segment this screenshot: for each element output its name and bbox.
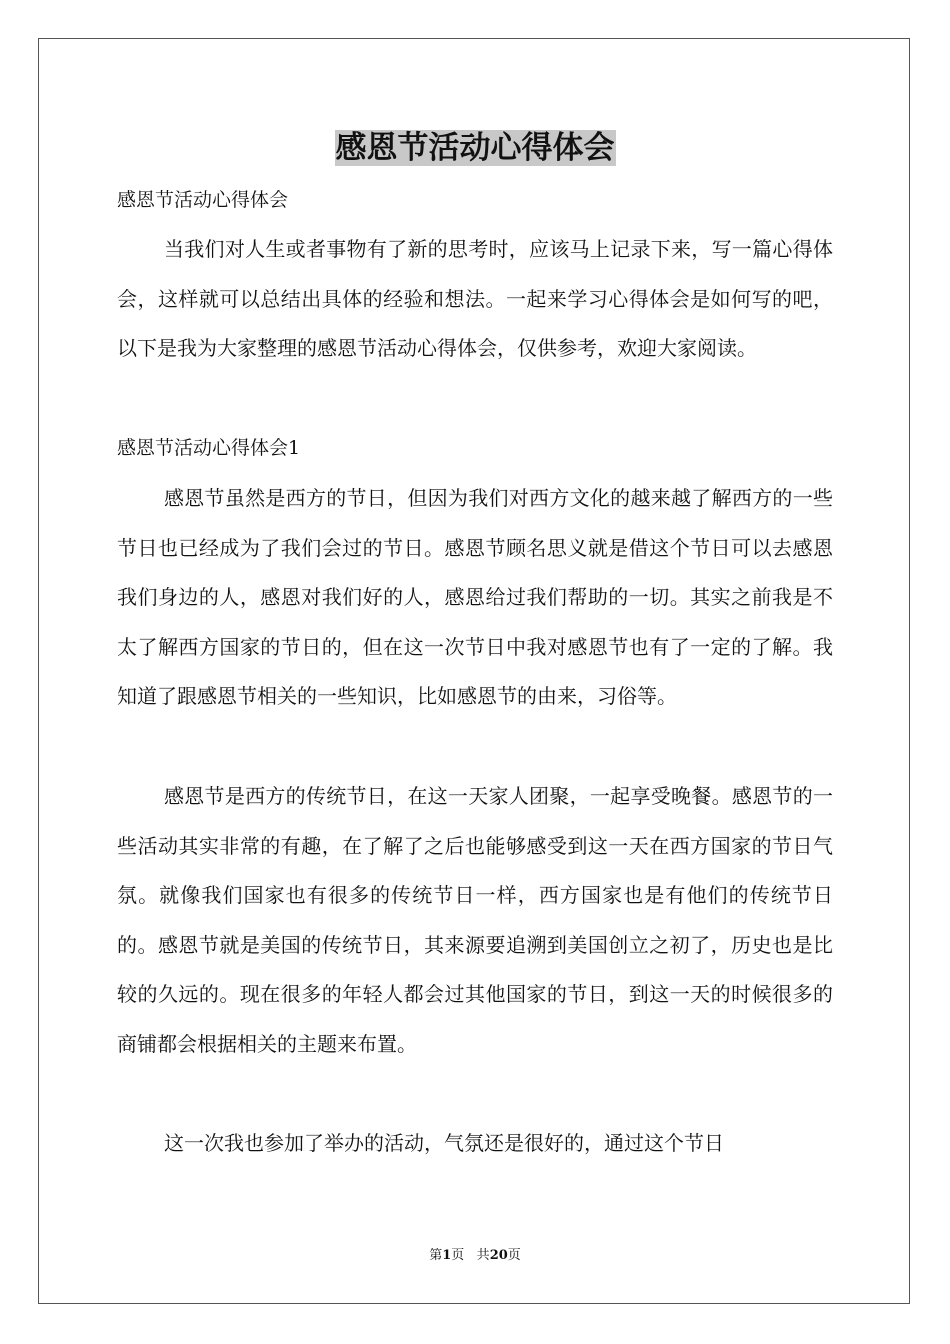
body-paragraph-2: 感恩节是西方的传统节日，在这一天家人团聚，一起享受晚餐。感恩节的一些活动其实非常的有趣，在了解了之后也能够感受到这一天在西方国家的节日气氛。就像我们国家也有很多的传统节日一样，西方国家也是有他们的传统节日的。感恩节就是美国的传统节日，其来源要追溯到美国创立之初了，历史也是比较的久远的。现在很多的年轻人都会过其他国家的节日，到这一天的时候很多的商铺都会根据相关的主题来布置。 (117, 784, 833, 1056)
document-title (0, 126, 950, 170)
body-paragraph-1: 感恩节虽然是西方的节日，但因为我们对西方文化的越来越了解西方的一些节日也已经成为了我们会过的节日。感恩节顾名思义就是借这个节日可以去感恩我们身边的人，感恩对我们好的人，感恩给过我们帮助的一切。其实之前我是不太了解西方国家的节日的，但在这一次节日中我对感恩节也有了一定的了解。我知道了跟感恩节相关的一些知识，比如感恩节的由来，习俗等。 (117, 486, 833, 708)
footer-total-prefix: 共 (476, 1248, 490, 1263)
intro-paragraph: 当我们对人生或者事物有了新的思考时，应该马上记录下来，写一篇心得体会，这样就可以总结出具体的经验和想法。一起来学习心得体会是如何写的吧，以下是我为大家整理的感恩节活动心得体会，仅供参考，欢迎大家阅读。 (117, 237, 833, 360)
footer-page-prefix: 第 (429, 1248, 443, 1263)
body-paragraph-3: 这一次我也参加了举办的活动，气氛还是很好的，通过这个节日 (164, 1131, 724, 1155)
footer-total-suffix: 页 (507, 1248, 521, 1263)
footer-page-suffix: 页 (451, 1248, 465, 1263)
page-footer (0, 1246, 950, 1266)
section-heading: 感恩节活动心得体会1 (117, 437, 301, 459)
footer-total-pages: 20 (489, 1248, 508, 1263)
intro-heading: 感恩节活动心得体会 (117, 189, 289, 211)
document-title-text: 感恩节活动心得体会 (335, 130, 615, 166)
footer-page-number: 1 (442, 1248, 452, 1263)
